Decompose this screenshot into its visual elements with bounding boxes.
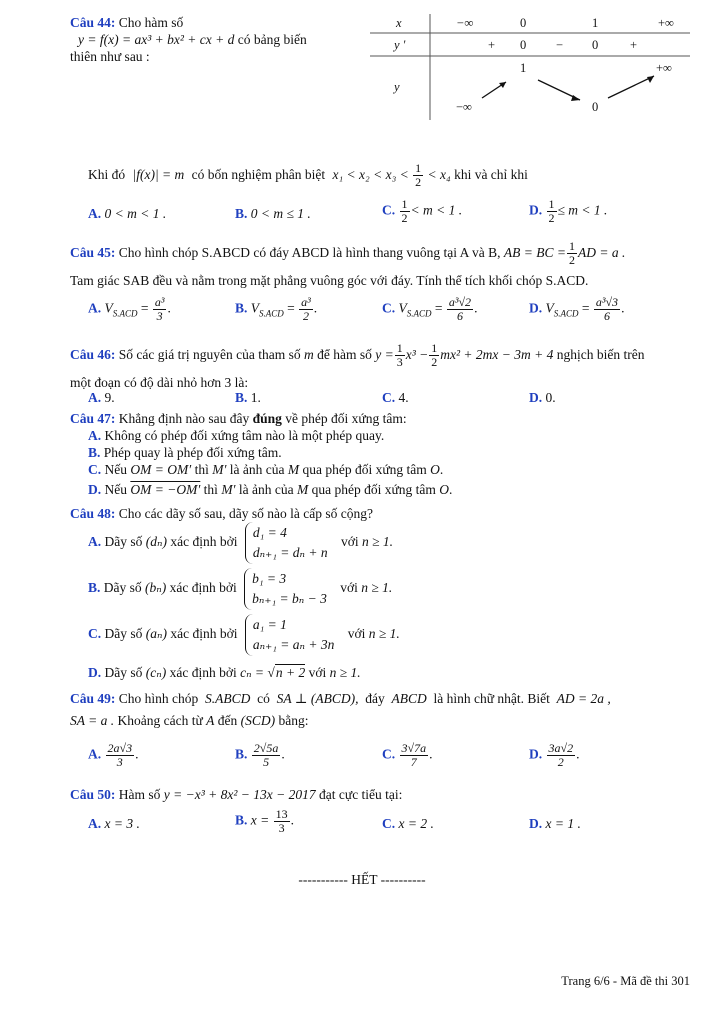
option-d[interactable]: D. $\frac{3a√2}{2}$ . bbox=[529, 741, 580, 769]
q47-option-c[interactable]: C. Nếu OM = OM′ thì M′ là ảnh của M qua phép đối xứng tâm O. bbox=[88, 462, 444, 477]
q48-option-d[interactable]: D. Dãy số (cₙ) xác định bởi cₙ = √n + 2 với n ≥ 1. bbox=[88, 665, 361, 680]
y-val: 0 bbox=[592, 100, 599, 114]
q48-option-b[interactable]: B. Dãy số (bₙ) xác định bởi b₁ = 3 bₙ₊₁ = bₙ − 3 với n ≥ 1. bbox=[88, 568, 690, 610]
y-val: 1 bbox=[520, 61, 527, 75]
option-c[interactable]: C. $\frac{1}{2}$ < m < 1 . bbox=[382, 197, 463, 225]
q47-option-d[interactable]: D. Nếu OM = −OM′ thì M′ là ảnh của M qua phép đối xứng tâm O. bbox=[88, 482, 453, 497]
x-val: −∞ bbox=[456, 16, 474, 30]
q44-options bbox=[88, 197, 688, 230]
option-c[interactable]: C. $V_{S.ACD}$ = $\frac{\text{a³√2}}{6}$ . bbox=[382, 295, 478, 323]
q44-intro: Câu 44: Cho hàm số y = f(x) = ax³ + bx² + cx + d có bảng biến thiên như sau : bbox=[70, 15, 307, 64]
option-b[interactable]: B. 1. bbox=[235, 390, 261, 405]
variation-table-lines bbox=[370, 14, 690, 120]
y-val: +∞ bbox=[656, 61, 672, 75]
option-b[interactable]: B. x = $\frac{13}{3}$ . bbox=[235, 807, 294, 835]
x-val: 0 bbox=[520, 16, 527, 30]
option-c[interactable]: C. x = 2 . bbox=[382, 816, 434, 831]
option-b[interactable]: B. $V_{S.ACD}$ = $\frac{\text{a³}}{2}$ . bbox=[235, 295, 318, 323]
q47-option-a[interactable]: A. Không có phép đối xứng tâm nào là một phép quay. bbox=[88, 428, 385, 443]
q45-options bbox=[88, 296, 688, 322]
y-label: y bbox=[394, 80, 400, 94]
sign: 0 bbox=[592, 38, 599, 52]
x-val: 1 bbox=[592, 16, 599, 30]
option-d[interactable]: D. x = 1 . bbox=[529, 816, 581, 831]
q49-options bbox=[88, 742, 688, 768]
option-a[interactable]: A. 0 < m < 1 . bbox=[88, 206, 167, 221]
option-d[interactable]: D. 0. bbox=[529, 390, 556, 405]
option-a[interactable]: A. x = 3 . bbox=[88, 816, 140, 831]
option-c[interactable]: C. 4. bbox=[382, 390, 409, 405]
q45-stem: Câu 45: Cho hình chóp S.ABCD có đáy ABCD là hình thang vuông tại A và B, AB = BC = $\frac{1}{2}$ AD = a . bbox=[70, 239, 626, 268]
option-c[interactable]: C. $\frac{3√7a}{7}$ . bbox=[382, 741, 433, 769]
q47-option-b[interactable]: B. Phép quay là phép đối xứng tâm. bbox=[88, 445, 282, 460]
x-label: x bbox=[396, 16, 402, 30]
sign: + bbox=[488, 38, 496, 52]
q48-option-c[interactable]: C. Dãy số (aₙ) xác định bởi a₁ = 1 aₙ₊₁ = aₙ + 3n với n ≥ 1. bbox=[88, 614, 690, 656]
q50-stem: Câu 50: Hàm số y = −x³ + 8x² − 13x − 2017 đạt cực tiểu tại: bbox=[70, 787, 403, 802]
option-b[interactable]: B. $\frac{2√5a}{5}$ . bbox=[235, 741, 285, 769]
q47-stem: Câu 47: Khẳng định nào sau đây đúng về phép đối xứng tâm: bbox=[70, 411, 407, 426]
option-d[interactable]: D. $\frac{1}{2}$ ≤ m < 1 . bbox=[529, 197, 608, 225]
option-a[interactable]: A. $\frac{2a√3}{3}$ . bbox=[88, 741, 139, 769]
q44-condition: Khi đó |f(x)| = m có bốn nghiệm phân biệt x₁ < x₂ < x₃ < $\frac{1}{2}$ < x₄ khi và chỉ khi bbox=[88, 161, 528, 190]
option-b[interactable]: B. 0 < m ≤ 1 . bbox=[235, 206, 311, 221]
variation-table bbox=[370, 14, 690, 120]
q45-stem-2: Tam giác SAB đều và nằm trong mặt phẳng vuông góc với đáy. Tính thể tích khối chóp S.ACD. bbox=[70, 273, 589, 288]
q46-stem-2: một đoạn có độ dài nhỏ hơn 3 là: bbox=[70, 375, 249, 390]
sign: − bbox=[556, 38, 564, 52]
y-val: −∞ bbox=[456, 100, 472, 114]
q46-stem: Câu 46: Số các giá trị nguyên của tham số m để hàm số y = $\frac{1}{3}$ x³ − $\frac{1}{2}$ mx² + 2mx − 3m + 4 nghịch biến trên bbox=[70, 341, 645, 370]
q48-stem: Câu 48: Cho các dãy số sau, dãy số nào là cấp số cộng? bbox=[70, 506, 373, 521]
x-val: +∞ bbox=[658, 16, 674, 30]
yp-label: y ' bbox=[394, 38, 406, 52]
page-number: Trang 6/6 - Mã đề thi 301 bbox=[561, 974, 690, 988]
q50-options bbox=[88, 808, 688, 834]
option-d[interactable]: D. $V_{S.ACD}$ = $\frac{\text{a³√3}}{6}$ . bbox=[529, 295, 625, 323]
option-a[interactable]: A. $V_{S.ACD}$ = $\frac{\text{a³}}{3}$ . bbox=[88, 295, 171, 323]
sign: 0 bbox=[520, 38, 527, 52]
q49-stem: Câu 49: Cho hình chóp S.ABCD có SA ⊥ (ABCD), đáy ABCD là hình chữ nhật. Biết AD = 2a , SA = a . Khoảng cách từ A đến (SCD) bằng: bbox=[70, 691, 611, 728]
q48-option-a[interactable]: A. Dãy số (dₙ) xác định bởi d₁ = 4 dₙ₊₁ = dₙ + n với n ≥ 1. bbox=[88, 522, 690, 564]
sign: + bbox=[630, 38, 638, 52]
end-marker: ----------- HẾT ---------- bbox=[298, 872, 426, 887]
option-a[interactable]: A. 9. bbox=[88, 390, 115, 405]
